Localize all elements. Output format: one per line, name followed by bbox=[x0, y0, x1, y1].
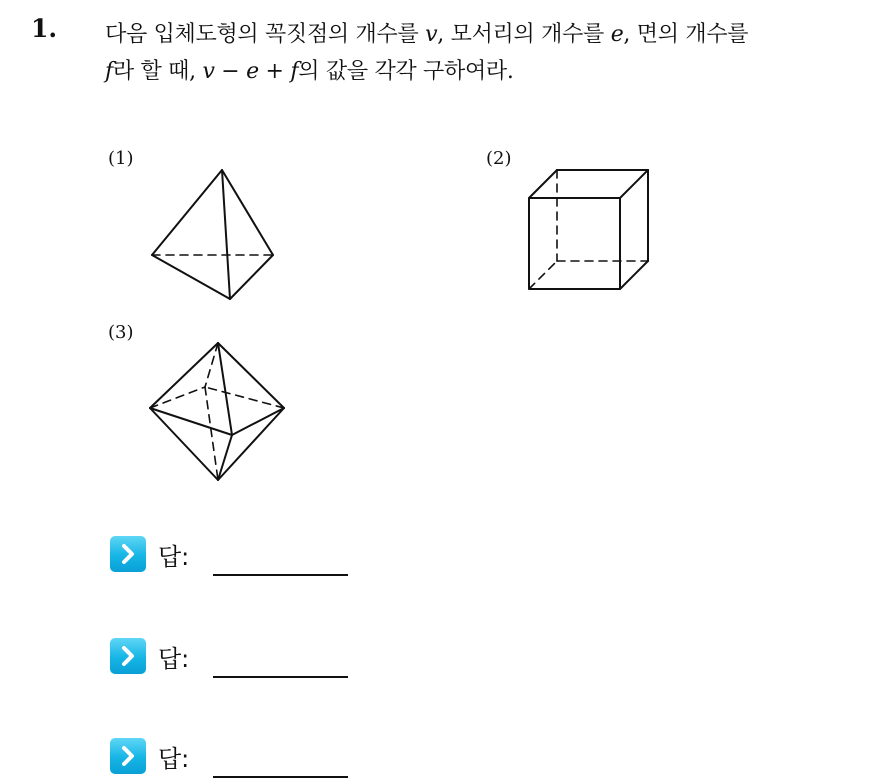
answer-row-2 bbox=[110, 637, 370, 677]
problem-text-part: , 면의 개수를 bbox=[623, 22, 749, 47]
problem-text-part: 라 할 때, bbox=[112, 59, 203, 84]
answer-label: 답: bbox=[158, 543, 190, 571]
problem-text-part: , 모서리의 개수를 bbox=[437, 22, 611, 47]
figure-label-3: (3) bbox=[108, 322, 134, 343]
answer-blank-2[interactable] bbox=[213, 676, 348, 678]
answer-label: 답: bbox=[158, 645, 190, 673]
expression: v − e + f bbox=[202, 59, 299, 84]
variable-e: e bbox=[610, 22, 624, 47]
variable-v: v bbox=[425, 22, 438, 47]
problem-number: 1. bbox=[31, 14, 58, 43]
figure-label-1: (1) bbox=[108, 148, 134, 169]
variable-f: f bbox=[105, 59, 113, 84]
problem-text-part: 다음 입체도형의 꼭짓점의 개수를 bbox=[105, 22, 426, 47]
answer-blank-3[interactable] bbox=[213, 776, 348, 778]
answer-row-1 bbox=[110, 535, 370, 575]
answer-label: 답: bbox=[158, 745, 190, 773]
figure-label-2: (2) bbox=[486, 148, 512, 169]
chevron-right-icon bbox=[110, 536, 146, 572]
answer-row-3 bbox=[110, 737, 370, 777]
problem-text-part: 의 값을 각각 구하여라. bbox=[298, 59, 514, 84]
answer-blank-1[interactable] bbox=[213, 574, 348, 576]
chevron-right-icon bbox=[110, 738, 146, 774]
chevron-right-icon bbox=[110, 638, 146, 674]
